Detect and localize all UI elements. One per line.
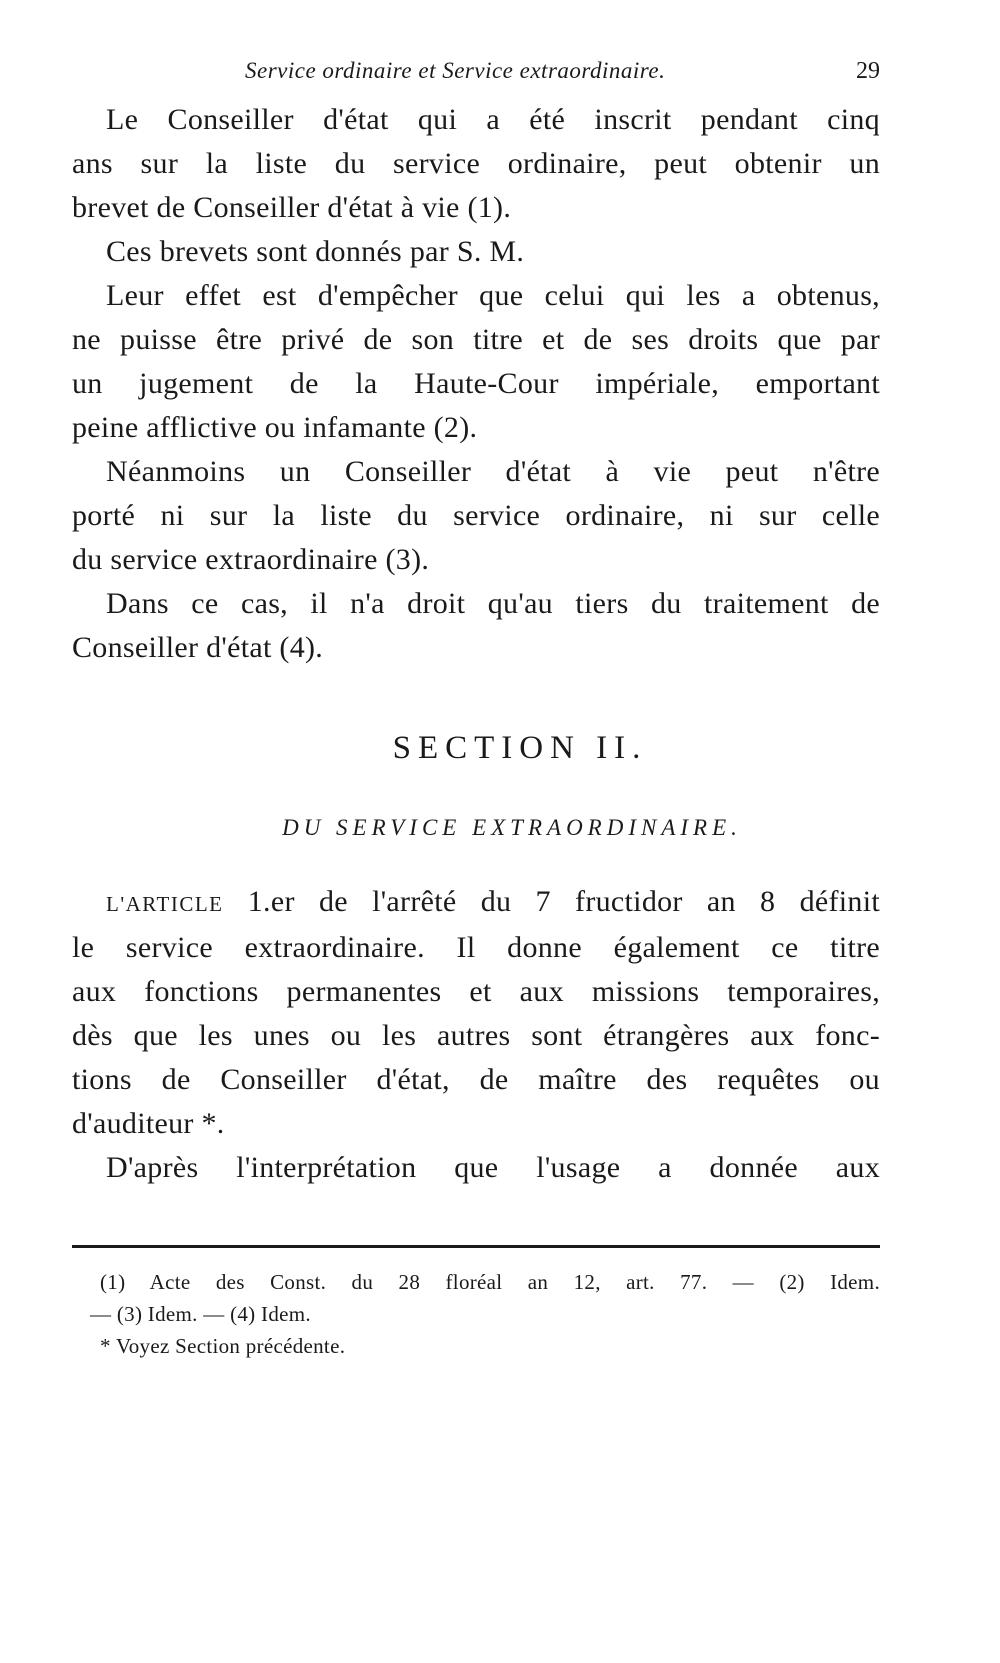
text-line: un jugement de la Haute-Cour impériale, emportant bbox=[72, 367, 880, 400]
footnote-line: * Voyez Section précédente. bbox=[100, 1334, 346, 1358]
text-line: ne puisse être privé de son titre et de ses droits que par bbox=[72, 323, 880, 356]
text-line: d'auditeur *. bbox=[72, 1107, 225, 1140]
text-line: aux fonctions permanentes et aux missions temporaires, bbox=[72, 975, 880, 1008]
text-line: brevet de Conseiller d'état à vie (1). bbox=[72, 191, 512, 224]
text-line: peine afflictive ou infamante (2). bbox=[72, 411, 478, 444]
text-line: Leur effet est d'empêcher que celui qui les a obtenus, bbox=[106, 279, 880, 312]
text-line: D'après l'interprétation que l'usage a donnée aux bbox=[106, 1151, 880, 1184]
page-number: 29 bbox=[856, 58, 880, 84]
section-heading: SECTION II. bbox=[392, 730, 648, 766]
text-line: tions de Conseiller d'état, de maître des requêtes ou bbox=[72, 1063, 880, 1096]
footnote-rule bbox=[72, 1245, 880, 1248]
footnotes bbox=[90, 1266, 880, 1362]
body-text-before-section bbox=[72, 98, 880, 670]
text-line: Ces brevets sont donnés par S. M. bbox=[106, 235, 525, 268]
text-line: Le Conseiller d'état qui a été inscrit pendant cinq bbox=[106, 103, 880, 136]
running-head bbox=[60, 58, 880, 92]
text-line: porté ni sur la liste du service ordinaire, ni sur celle bbox=[72, 499, 880, 532]
line-rest: 1.er de l'arrêté du 7 fructidor an 8 définit bbox=[247, 885, 880, 918]
footnote-line: (1) Acte des Const. du 28 floréal an 12, art. 77. — (2) Idem. bbox=[100, 1270, 880, 1294]
small-caps-word: L'ARTICLE bbox=[106, 892, 224, 916]
body-text-after-section bbox=[72, 880, 880, 1190]
footnote-line: — (3) Idem. — (4) Idem. bbox=[90, 1302, 311, 1326]
text-line: le service extraordinaire. Il donne également ce titre bbox=[72, 931, 880, 964]
text-line: ans sur la liste du service ordinaire, peut obtenir un bbox=[72, 147, 880, 180]
text-line: Dans ce cas, il n'a droit qu'au tiers du traitement de bbox=[106, 587, 880, 620]
text-line: dès que les unes ou les autres sont étrangères aux fonc- bbox=[72, 1019, 880, 1052]
text-line: Néanmoins un Conseiller d'état à vie peut n'être bbox=[106, 455, 880, 488]
text-line: Conseiller d'état (4). bbox=[72, 631, 324, 664]
running-title: Service ordinaire et Service extraordinaire. bbox=[245, 58, 666, 83]
text-line bbox=[72, 880, 880, 926]
section-subtitle: DU SERVICE EXTRAORDINAIRE. bbox=[282, 815, 742, 840]
text-line: du service extraordinaire (3). bbox=[72, 543, 430, 576]
